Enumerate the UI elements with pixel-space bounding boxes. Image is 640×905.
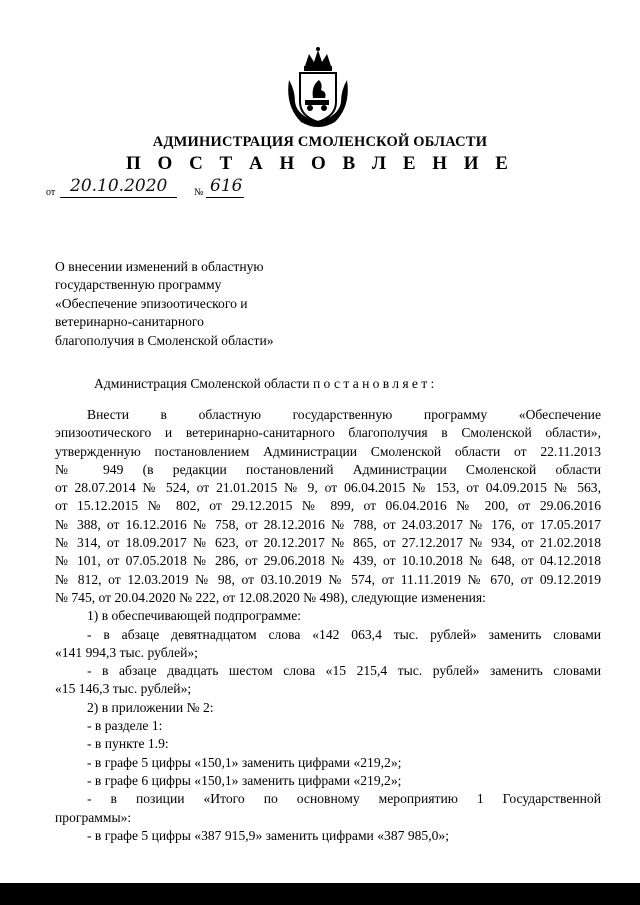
list-item-2-total: - в позиции «Итого по основному мероприятию 1 Государственной bbox=[87, 791, 601, 807]
list-item-2-total-col5: - в графе 5 цифры «387 915,9» заменить цифрами «387 985,0»; bbox=[87, 827, 449, 843]
body-line: от 28.07.2014 № 524, от 21.01.2015 № 9, от 06.04.2015 № 153, от 04.09.2015 № 563, bbox=[55, 480, 601, 496]
number-label: № bbox=[194, 187, 204, 198]
subject-line: ветеринарно-санитарного bbox=[55, 314, 204, 330]
body-line: эпизоотического и ветеринарно-санитарного благополучия в Смоленской области», bbox=[55, 425, 601, 441]
body-line: № 745, от 20.04.2020 № 222, от 12.08.2020 № 498), следующие изменения: bbox=[55, 589, 486, 605]
list-item-1b: - в абзаце двадцать шестом слова «15 215,4 тыс. рублей» заменить словами bbox=[87, 663, 601, 679]
list-item-1b-cont: «15 146,3 тыс. рублей»; bbox=[55, 681, 192, 697]
subject-line: «Обеспечение эпизоотического и bbox=[55, 295, 248, 311]
preamble bbox=[94, 376, 438, 392]
list-item-2-section: - в разделе 1: bbox=[87, 718, 163, 734]
coat-of-arms-icon bbox=[283, 46, 353, 130]
document-body bbox=[55, 406, 601, 845]
document-subject bbox=[55, 258, 355, 350]
body-line: № 101, от 07.05.2018 № 286, от 29.06.2018 № 439, от 10.10.2018 № 648, от 04.12.2018 bbox=[55, 553, 601, 569]
organization-name: АДМИНИСТРАЦИЯ СМОЛЕНСКОЙ ОБЛАСТИ bbox=[152, 134, 488, 150]
body-line: № 388, от 16.12.2016 № 758, от 28.12.2016 № 788, от 24.03.2017 № 176, от 17.05.2017 bbox=[55, 516, 601, 532]
number-underline bbox=[206, 197, 244, 198]
body-line: № 949 (в редакции постановлений Администрации Смоленской области bbox=[55, 461, 601, 477]
date-label: от bbox=[46, 187, 56, 198]
date-value: 20.10.2020 bbox=[70, 176, 168, 196]
list-item-2-col5: - в графе 5 цифры «150,1» заменить цифрами «219,2»; bbox=[87, 754, 402, 770]
scan-bottom-edge bbox=[0, 883, 640, 905]
preamble-text: Администрация Смоленской области bbox=[94, 376, 310, 391]
number-value: 616 bbox=[210, 176, 243, 196]
list-item-2-title: 2) в приложении № 2: bbox=[87, 699, 214, 715]
subject-line: государственную программу bbox=[55, 277, 222, 293]
list-item-1a: - в абзаце девятнадцатом слова «142 063,4 тыс. рублей» заменить словами bbox=[87, 626, 601, 642]
list-item-2-point: - в пункте 1.9: bbox=[87, 736, 169, 752]
list-item-1-title: 1) в обеспечивающей подпрограмме: bbox=[87, 608, 302, 624]
list-item-2-col6: - в графе 6 цифры «150,1» заменить цифрами «219,2»; bbox=[87, 772, 402, 788]
date-underline bbox=[60, 197, 177, 198]
list-item-2-total-cont: программы»: bbox=[55, 809, 132, 825]
body-line: № 812, от 12.03.2019 № 98, от 03.10.2019 № 574, от 11.11.2019 № 670, от 09.12.2019 bbox=[55, 571, 601, 587]
body-line: Внести в областную государственную программу «Обеспечение bbox=[87, 407, 601, 422]
list-item-1a-cont: «141 994,3 тыс. рублей»; bbox=[55, 644, 198, 660]
body-line: утвержденную постановлением Администрации Смоленской области от 22.11.2013 bbox=[55, 443, 601, 459]
document-type-title: П О С Т А Н О В Л Е Н И Е bbox=[126, 153, 514, 174]
preamble-resolves: постановляет: bbox=[312, 376, 438, 391]
subject-line: О внесении изменений в областную bbox=[55, 259, 264, 274]
body-line: от 15.12.2015 № 802, от 29.12.2015 № 899, от 06.04.2016 № 200, от 29.06.2016 bbox=[55, 498, 601, 514]
body-line: № 314, от 18.09.2017 № 623, от 20.12.2017 № 865, от 27.12.2017 № 934, от 21.02.2018 bbox=[55, 535, 601, 551]
subject-line: благополучия в Смоленской области» bbox=[55, 332, 274, 348]
